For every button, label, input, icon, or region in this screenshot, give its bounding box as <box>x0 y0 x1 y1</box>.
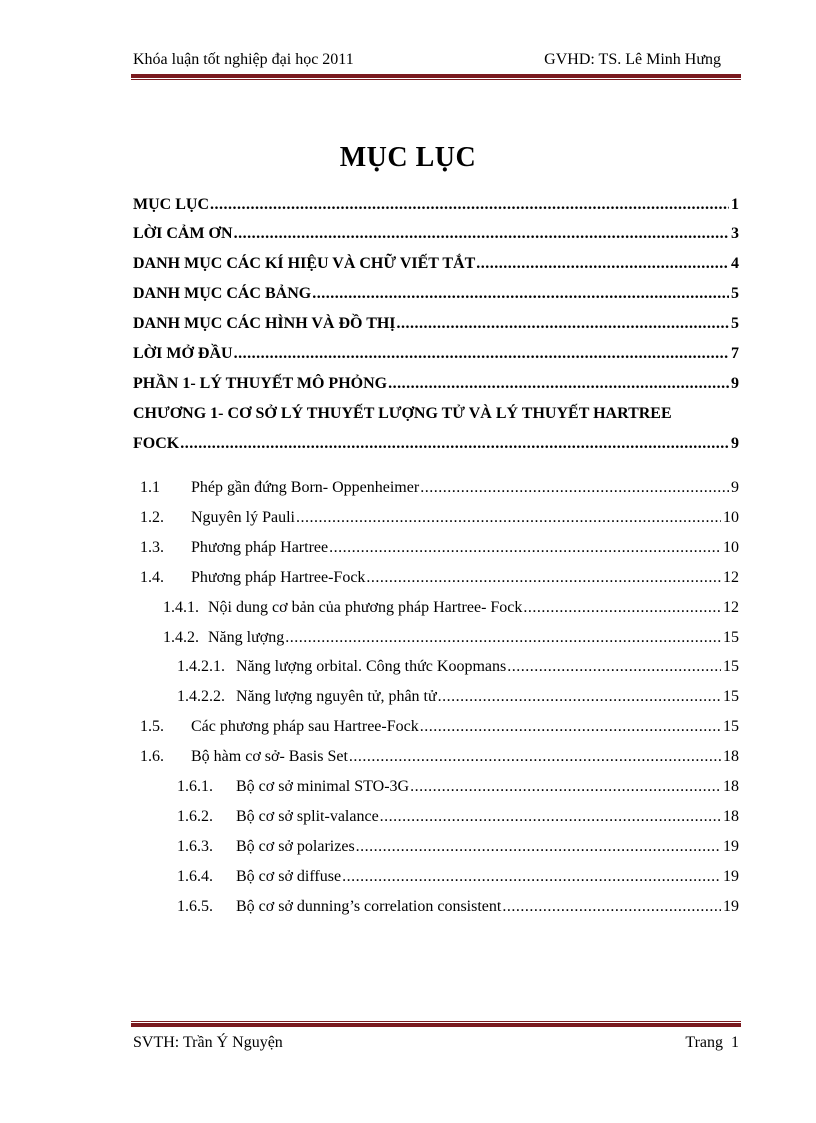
header-rule <box>131 74 741 80</box>
toc-entry-1-6-2[interactable]: 1.6.2. Bộ cơ sở split-valance ..... 18 <box>133 808 739 832</box>
toc-entry-1-4-2[interactable]: 1.4.2. Năng lượng ..... 15 <box>133 629 739 653</box>
toc-entry-1-4-2-2[interactable]: 1.4.2.2. Năng lượng nguyên tử, phân tử ..... 15 <box>133 688 739 712</box>
toc-entry-1-4-2-1[interactable]: 1.4.2.1. Năng lượng orbital. Công thức Koopmans ..... 15 <box>133 658 739 682</box>
header-thesis-title: Khóa luận tốt nghiệp đại học 2011 <box>133 51 354 68</box>
footer-rule <box>131 1021 741 1027</box>
toc-entry-1-3[interactable]: 1.3. Phương pháp Hartree ..... 10 <box>133 539 739 563</box>
toc-entry-phan-1[interactable]: PHẦN 1- LÝ THUYẾT MÔ PHỎNG ..... 9 <box>133 375 739 399</box>
footer-page-number: 1 <box>731 1034 739 1051</box>
toc-entry-danh-muc-bang[interactable]: DANH MỤC CÁC BẢNG ..... 5 <box>133 285 739 309</box>
toc-entry-1-2[interactable]: 1.2. Nguyên lý Pauli ..... 10 <box>133 509 739 533</box>
toc-entry-chuong-1[interactable]: CHƯƠNG 1- CƠ SỞ LÝ THUYẾT LƯỢNG TỬ VÀ LÝ THUYẾT HARTREE FOCK ..... 9 <box>133 405 739 461</box>
page-header <box>133 51 721 73</box>
toc-entry-1-6[interactable]: 1.6. Bộ hàm cơ sở- Basis Set ..... 18 <box>133 748 739 772</box>
footer-page-label: Trang <box>685 1034 723 1051</box>
toc-entry-loi-cam-on[interactable]: LỜI CẢM ƠN ..... 3 <box>133 225 739 249</box>
toc-entry-loi-mo-dau[interactable]: LỜI MỞ ĐẦU ..... 7 <box>133 345 739 369</box>
toc-entry-danh-muc-hinh[interactable]: DANH MỤC CÁC HÌNH VÀ ĐỒ THỊ ..... 5 <box>133 315 739 339</box>
footer-student: SVTH: Trần Ý Nguyện <box>133 1034 283 1051</box>
toc-entry-1-6-3[interactable]: 1.6.3. Bộ cơ sở polarizes ..... 19 <box>133 838 739 862</box>
toc-entry-chuong-1-line1: CHƯƠNG 1- CƠ SỞ LÝ THUYẾT LƯỢNG TỬ VÀ LÝ THUYẾT HARTREE <box>133 405 672 422</box>
toc-entry-1-6-1[interactable]: 1.6.1. Bộ cơ sở minimal STO-3G ..... 18 <box>133 778 739 802</box>
toc-entry-muc-luc[interactable]: MỤC LỤC ..... 1 <box>133 196 739 220</box>
header-advisor: GVHD: TS. Lê Minh Hưng <box>544 51 721 68</box>
toc-entry-1-4[interactable]: 1.4. Phương pháp Hartree-Fock ..... 12 <box>133 569 739 593</box>
toc-entry-1-6-4[interactable]: 1.6.4. Bộ cơ sở diffuse ..... 19 <box>133 868 739 892</box>
toc-entry-1-4-1[interactable]: 1.4.1. Nội dung cơ bản của phương pháp Hartree- Fock ..... 12 <box>133 599 739 623</box>
toc-entry-ki-hieu[interactable]: DANH MỤC CÁC KÍ HIỆU VÀ CHỮ VIẾT TẮT ..... 4 <box>133 255 739 279</box>
toc-entry-1-6-5[interactable]: 1.6.5. Bộ cơ sở dunning’s correlation consistent ..... 19 <box>133 898 739 922</box>
toc-entry-1-5[interactable]: 1.5. Các phương pháp sau Hartree-Fock ..... 15 <box>133 718 739 742</box>
page-title: MỤC LỤC <box>339 142 477 173</box>
toc-entry-1-1[interactable]: 1.1 Phép gần đứng Born- Oppenheimer ..... 9 <box>133 479 739 503</box>
footer-page <box>685 1034 739 1052</box>
